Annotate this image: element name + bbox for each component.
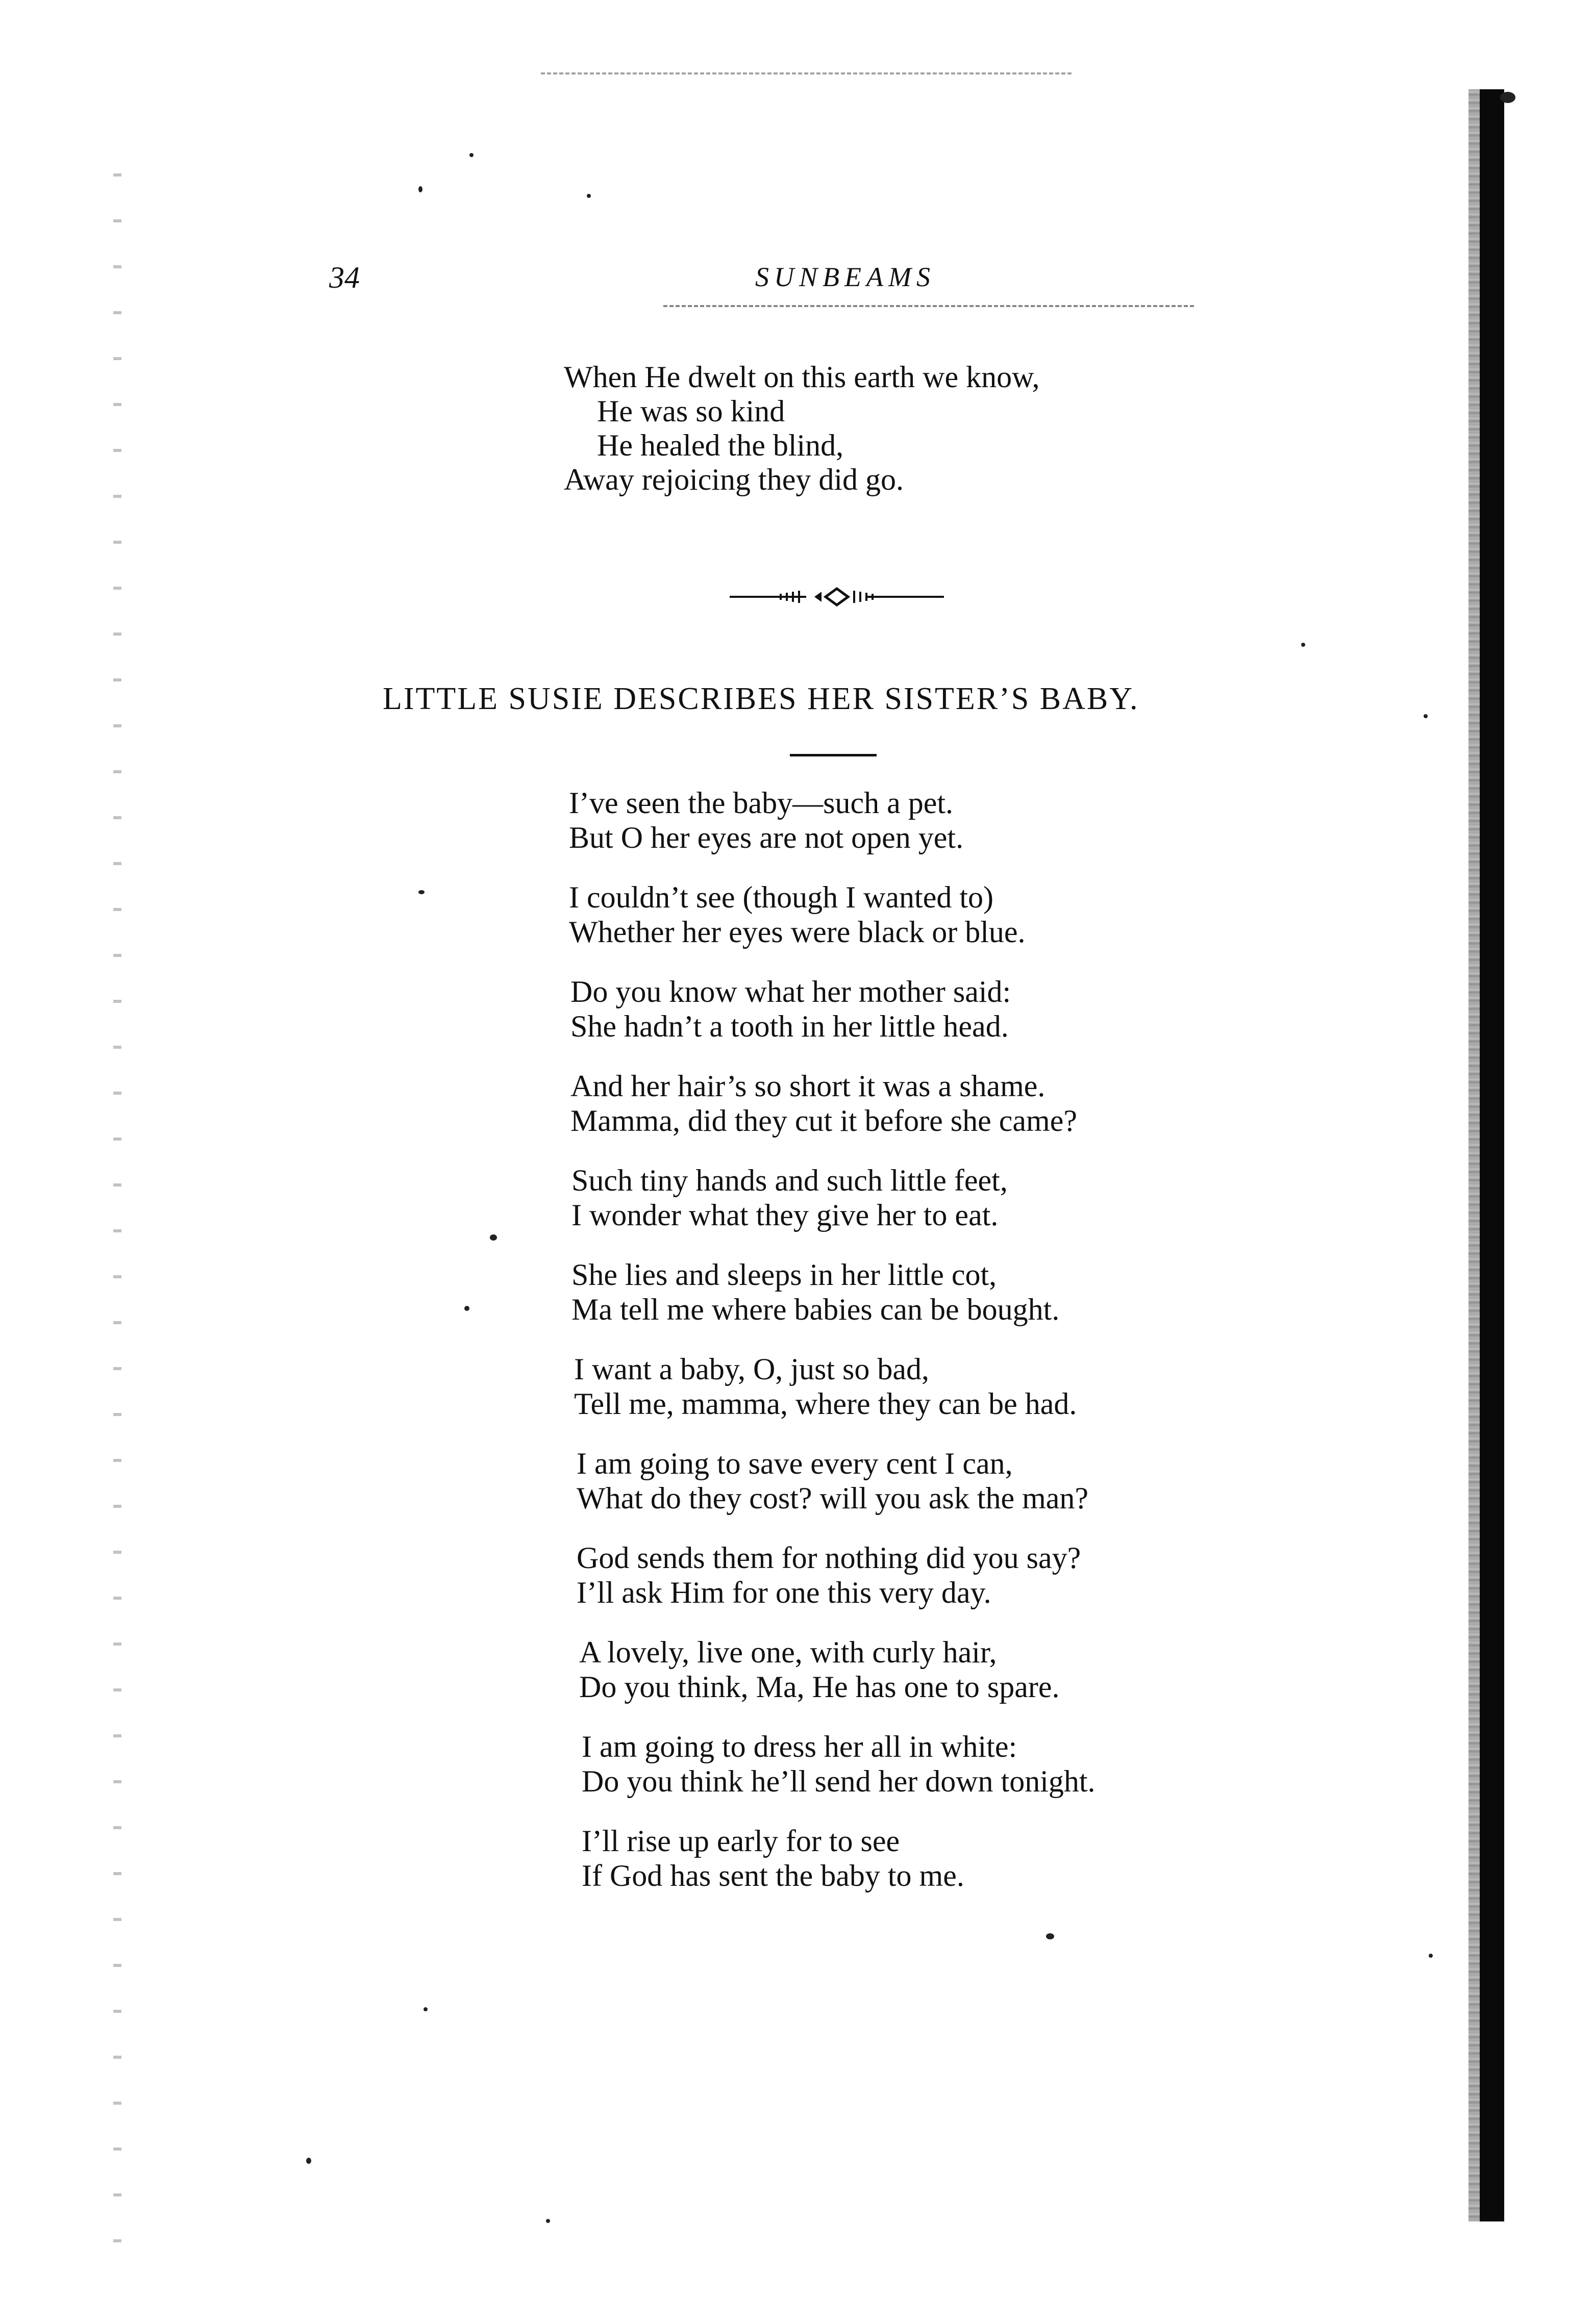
header-rule [663, 305, 1194, 307]
couplet-line: Ma tell me where babies can be bought. [571, 1293, 1060, 1326]
couplet-line: I’ve seen the baby—such a pet. [569, 786, 954, 820]
scan-speck [464, 1306, 469, 1311]
binding-bar [1480, 89, 1504, 2221]
couplet-line: If God has sent the baby to me. [582, 1859, 964, 1892]
couplet [570, 1069, 1077, 1138]
scan-speck [1301, 643, 1305, 647]
poem-title: LITTLE SUSIE DESCRIBES HER SISTER’S BABY. [383, 681, 1139, 716]
left-margin-speckle [113, 153, 121, 2244]
scan-speck [1424, 714, 1428, 718]
couplet-line: But O her eyes are not open yet. [569, 821, 964, 854]
scan-speck [587, 194, 591, 198]
couplet [582, 1729, 1096, 1799]
couplet [569, 880, 1026, 949]
couplet-line: A lovely, live one, with curly hair, [579, 1635, 997, 1669]
couplet-line: Whether her eyes were black or blue. [569, 915, 1026, 949]
couplet-line: I couldn’t see (though I wanted to) [569, 880, 994, 914]
couplet [577, 1540, 1081, 1610]
couplet-line: And her hair’s so short it was a shame. [570, 1069, 1046, 1103]
couplet-line: I’ll ask Him for one this very day. [577, 1576, 991, 1609]
couplet-line: I want a baby, O, just so bad, [574, 1352, 929, 1386]
couplet [571, 1257, 1059, 1327]
opening-stanza-line: He was so kind [597, 394, 785, 428]
couplet [579, 1635, 1059, 1704]
couplet [582, 1824, 964, 1893]
binding-edge-shadow [1468, 89, 1480, 2221]
couplet [577, 1446, 1088, 1515]
couplet [570, 974, 1011, 1044]
couplet-line: Do you think he’ll send her down tonight. [582, 1764, 1096, 1798]
couplet [574, 1352, 1077, 1421]
couplet-line: She lies and sleeps in her little cot, [571, 1258, 997, 1292]
scan-top-artifact [541, 72, 1072, 74]
scan-speck [418, 186, 422, 192]
scan-speck [1500, 92, 1515, 103]
page-number: 34 [329, 261, 360, 294]
couplet-line: I am going to save every cent I can, [577, 1447, 1013, 1480]
couplet [571, 1163, 1008, 1232]
opening-stanza-line: Away rejoicing they did go. [564, 463, 904, 496]
scan-speck [469, 153, 474, 157]
running-head: SUNBEAMS [755, 262, 935, 292]
couplet-line: I am going to dress her all in white: [582, 1730, 1017, 1763]
scan-speck [490, 1234, 497, 1241]
couplet-line: Such tiny hands and such little feet, [571, 1164, 1008, 1197]
opening-stanza-line: He healed the blind, [597, 428, 844, 462]
scan-speck [306, 2158, 311, 2164]
scan-speck [418, 890, 425, 894]
couplet-line: Do you think, Ma, He has one to spare. [579, 1670, 1060, 1704]
scan-speck [1429, 1954, 1433, 1958]
opening-stanza-line: When He dwelt on this earth we know, [564, 360, 1040, 394]
couplet-line: Tell me, mamma, where they can be had. [574, 1387, 1077, 1421]
scan-speck [546, 2219, 550, 2223]
couplet-line: Mamma, did they cut it before she came? [570, 1104, 1077, 1138]
couplet-line: What do they cost? will you ask the man? [577, 1481, 1089, 1515]
scan-speck [424, 2007, 428, 2011]
couplet-line: Do you know what her mother said: [570, 975, 1011, 1008]
section-ornament [730, 587, 944, 607]
couplet-line: I’ll rise up early for to see [582, 1824, 900, 1858]
couplet-line: I wonder what they give her to eat. [571, 1198, 999, 1232]
scan-speck [1046, 1933, 1054, 1939]
couplet-line: God sends them for nothing did you say? [577, 1541, 1081, 1575]
couplet [569, 786, 963, 855]
title-rule [790, 754, 877, 756]
couplet-line: She hadn’t a tooth in her little head. [570, 1009, 1009, 1043]
